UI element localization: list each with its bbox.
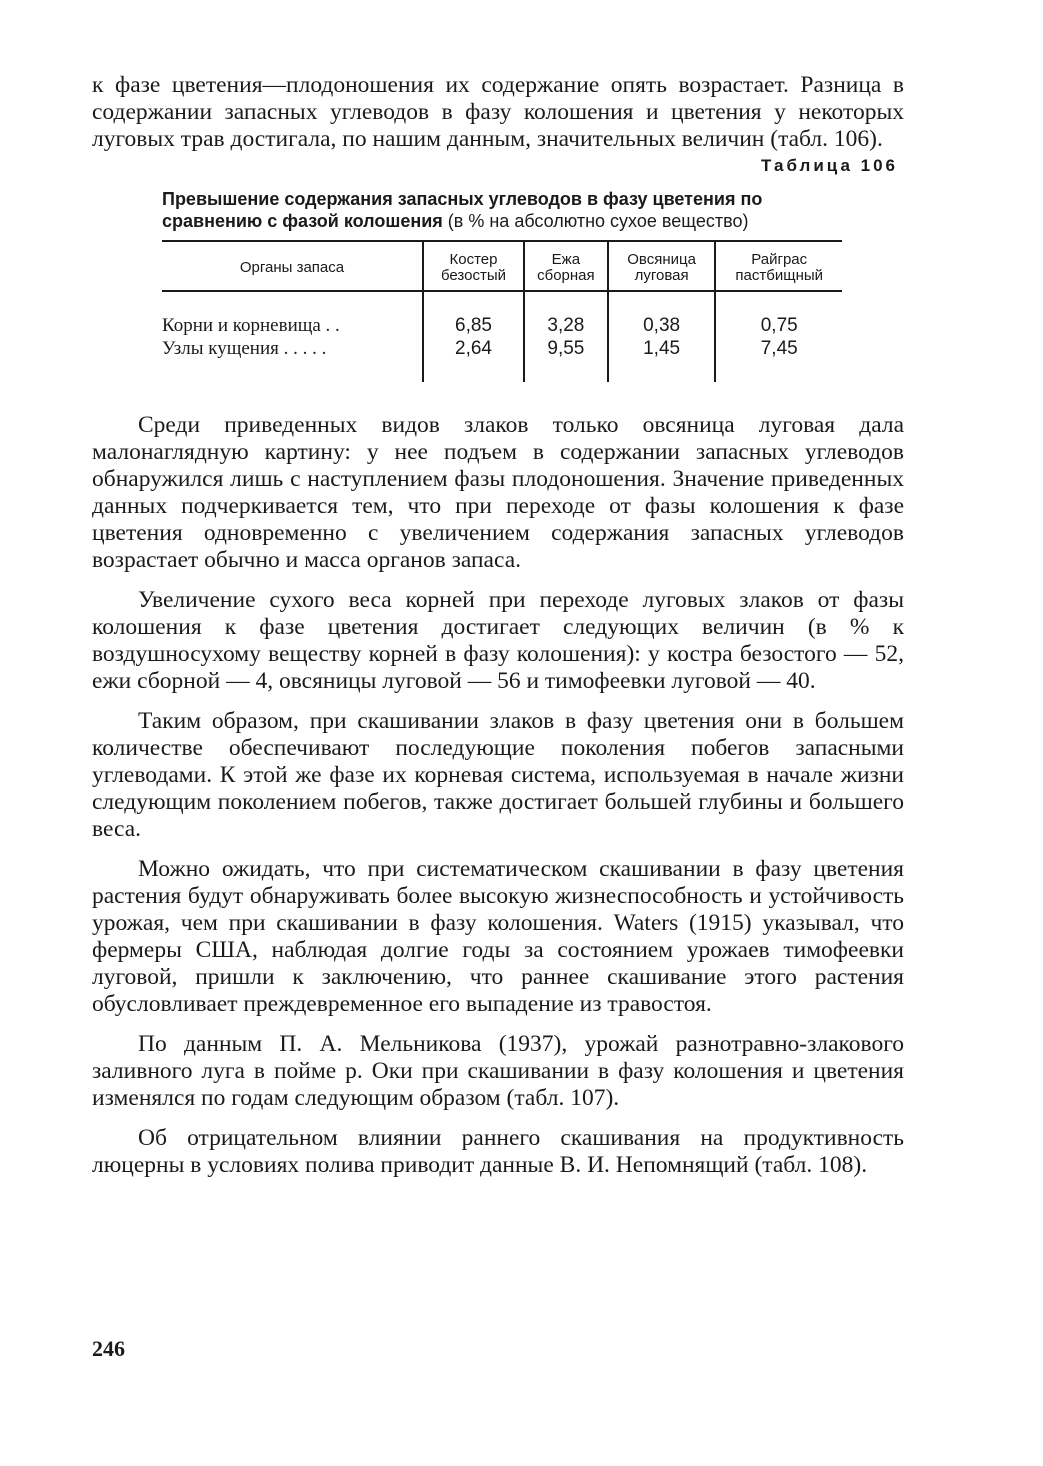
table-cell: 0,75 bbox=[715, 291, 842, 337]
header-kostyor: Костер безостый bbox=[423, 241, 524, 291]
body-paragraph: Увеличение сухого веса корней при переходе луговых злаков от фазы колошения к фазе цветения достигает следующих величин (в % к воздушносухому веществу корней в фазу колошения): у костра безостого — 52, ежи сборной — 4, овсяницы луговой — 56 и тимофеевки луговой — 40. bbox=[92, 587, 904, 694]
table-row bbox=[162, 291, 842, 337]
body-paragraph: Об отрицательном влиянии раннего скашивания на продуктивность люцерны в условиях полива приводит данные В. И. Непомнящий (табл. 108). bbox=[92, 1125, 904, 1178]
table-caption bbox=[162, 188, 852, 232]
table-row bbox=[162, 337, 842, 382]
row-organ-label: Узлы кущения . . . . . bbox=[162, 338, 327, 359]
header-organs: Органы запаса bbox=[162, 241, 423, 291]
table-cell: 6,85 bbox=[423, 291, 524, 337]
table-cell: 7,45 bbox=[715, 337, 842, 382]
table-cell: 1,45 bbox=[608, 337, 716, 382]
header-ovsyanitsa: Овсяница луговая bbox=[608, 241, 716, 291]
body-paragraph: Таким образом, при скашивании злаков в фазу цветения они в большем количестве обеспечивают последующие поколения побегов запасными углеводами. К этой же фазе их корневая система, используемая в начале жизни следующим поколением побегов, также достигает большей глубины и большего веса. bbox=[92, 708, 904, 842]
table-cell: 9,55 bbox=[524, 337, 608, 382]
table-label: Таблица 106 bbox=[761, 156, 898, 175]
header-raygras: Райграс пастбищный bbox=[715, 241, 842, 291]
table-header-row bbox=[162, 241, 842, 291]
table-cell: 0,38 bbox=[608, 291, 716, 337]
intro-paragraph: к фазе цветения—плодоношения их содержание опять возрастает. Разница в содержании запасных углеводов в фазу колошения и цветения у некоторых луговых трав достигала, по нашим данным, значительных величин (табл. 106). bbox=[92, 72, 904, 152]
body-paragraph: По данным П. А. Мельникова (1937), урожай разнотравно-злакового заливного луга в пойме р. Оки при скашивании в фазу колошения и цветения изменялся по годам следующим образом (табл. 107). bbox=[92, 1031, 904, 1111]
body-paragraph: Можно ожидать, что при систематическом скашивании в фазу цветения растения будут обнаруживать более высокую жизнеспособность и устойчивость урожая, чем при скашивании в фазу колошения. Waters (1915) указывал, что фермеры США, наблюдая долгие годы за состоянием урожаев тимофеевки луговой, пришли к заключению, что раннее скашивание этого растения обусловливает преждевременное его выпадение из травостоя. bbox=[92, 856, 904, 1017]
page-number: 246 bbox=[92, 1336, 125, 1361]
book-page bbox=[92, 72, 904, 1179]
table-cell: 2,64 bbox=[423, 337, 524, 382]
header-ezha: Ежа сборная bbox=[524, 241, 608, 291]
table-caption-bold: Превышение содержания запасных углеводов в фазу цветения по сравнению с фазой колошения bbox=[162, 189, 763, 231]
table-caption-rest: (в % на абсолютно сухое вещество) bbox=[442, 211, 749, 231]
body-paragraph: Среди приведенных видов злаков только овсяница луговая дала малонаглядную картину: у нее подъем в содержании запасных углеводов обнаружился лишь с наступлением фазы плодоношения. Значение приведенных данных подчеркивается тем, что при переходе от фазы колошения к фазе цветения одновременно с увеличением содержания запасных углеводов возрастает обычно и масса органов запаса. bbox=[92, 412, 904, 573]
row-organ-label: Корни и корневища . . bbox=[162, 315, 340, 336]
table-cell: 3,28 bbox=[524, 291, 608, 337]
data-table bbox=[162, 240, 842, 382]
